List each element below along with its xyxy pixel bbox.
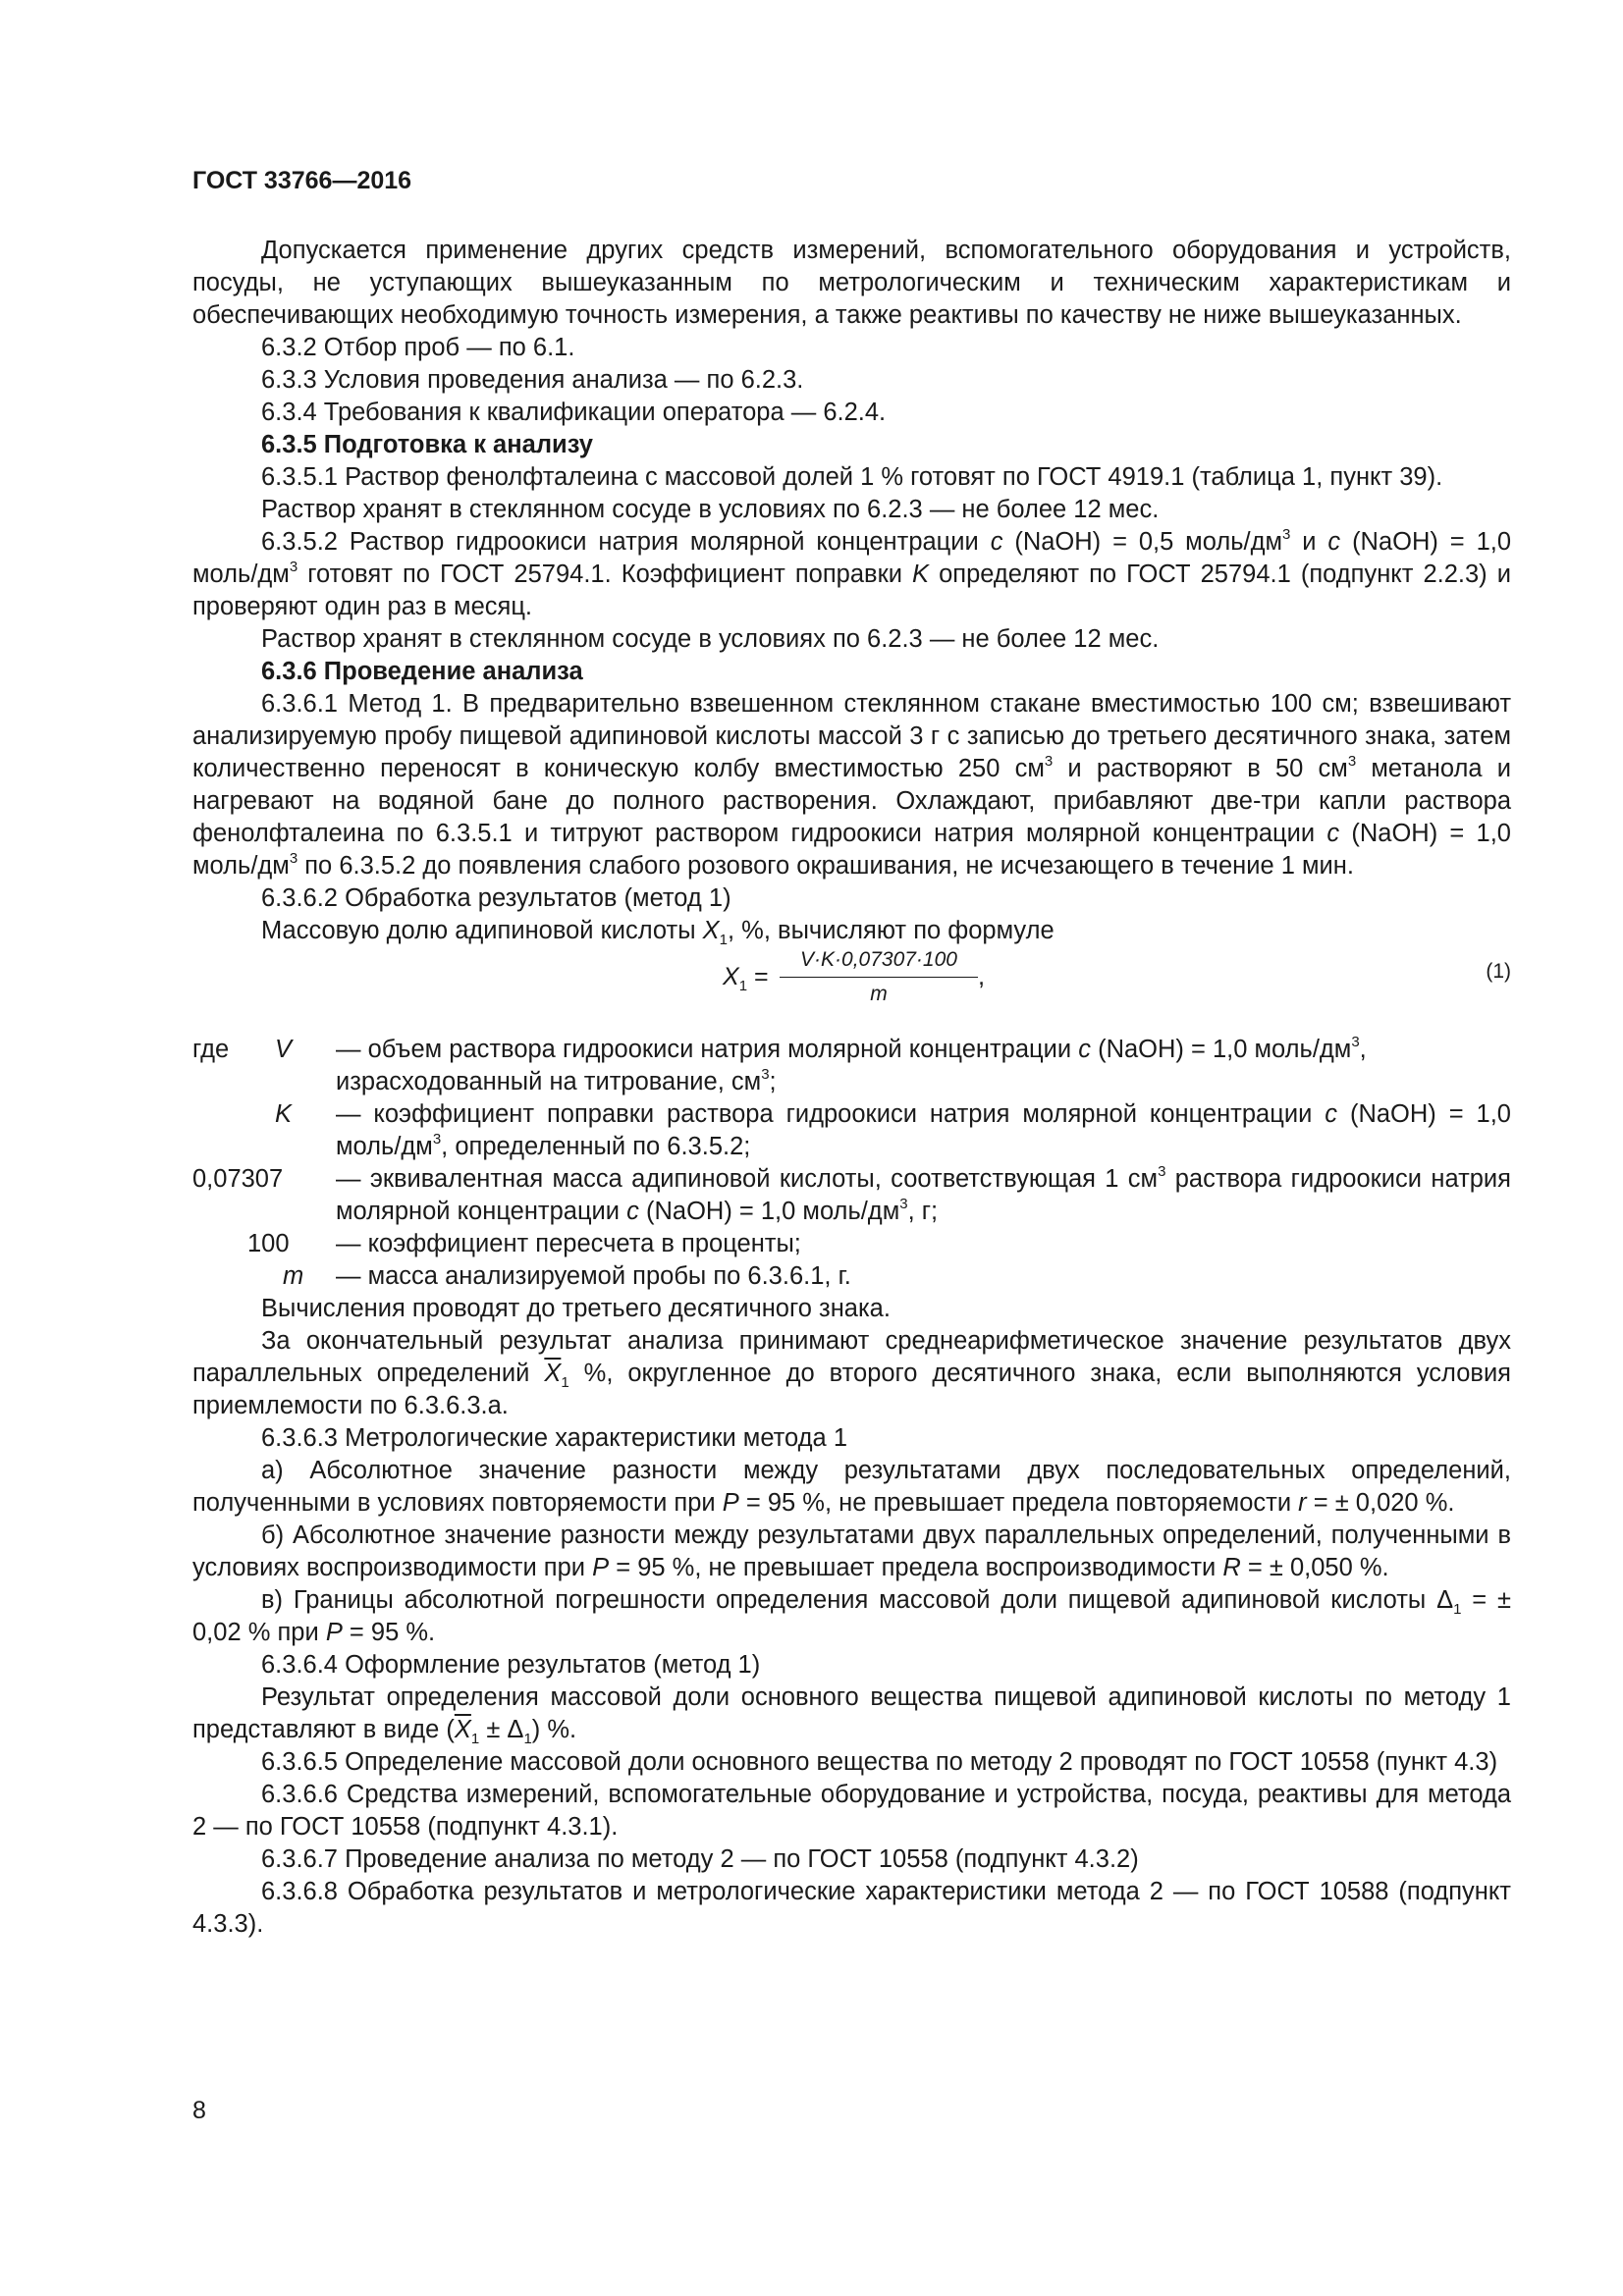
section-6-3-6-3: 6.3.6.3 Метрологические характеристики метода 1 bbox=[261, 1424, 848, 1452]
storage-note-2: Раствор хранят в стеклянном сосуде в условиях по 6.2.3 — не более 12 мес. bbox=[261, 625, 1160, 653]
section-6-3-4: 6.3.4 Требования к квалификации оператора — 6.2.4. bbox=[261, 399, 887, 426]
document-header: ГОСТ 33766—2016 bbox=[192, 167, 412, 194]
metrology-a: а) Абсолютное значение разности между результатами двух последовательных определений, полученными в условиях повторяемости при P = 95 %, не превышает предела повторяемости r = ± 0,020 %. bbox=[192, 1457, 1511, 1517]
section-6-3-6-2: 6.3.6.2 Обработка результатов (метод 1) bbox=[261, 884, 731, 912]
section-6-3-5-2: 6.3.5.2 Раствор гидроокиси натрия молярной концентрации c (NaOH) = 0,5 моль/$дм^3$ и c (NaOH) = 1,0 моль/$дм^3$ готовят по ГОСТ 25794.1. Коэффициент поправки K определяют по ГОСТ 25794.1 (подпункт 2.2.3) и проверяют один раз в месяц. bbox=[192, 525, 1512, 620]
result-format: Результат определения массовой доли основного вещества пищевой адипиновой кислоты по методу 1 представляют в виде $(\overline{X}_1 \pm \Delta_1)$ %. bbox=[192, 1683, 1511, 1748]
document-body bbox=[192, 235, 1511, 1941]
final-result: За окончательный результат анализа принимают среднеарифметическое значение результатов двух параллельных определений $\overline{X}_1$ %, округленное до второго десятичного знака, если выполняются условия приемлемости по 6.3.6.3.а. bbox=[192, 1327, 1511, 1419]
section-6-3-6-4: 6.3.6.4 Оформление результатов (метод 1) bbox=[261, 1651, 761, 1679]
section-6-3-2: 6.3.2 Отбор проб — по 6.1. bbox=[261, 334, 575, 361]
section-6-3-3: 6.3.3 Условия проведения анализа — по 6.2.3. bbox=[261, 366, 804, 394]
definition-100: 100 — коэффициент пересчета в проценты; bbox=[247, 1230, 801, 1257]
section-6-3-6-7: 6.3.6.7 Проведение анализа по методу 2 — по ГОСТ 10558 (подпункт 4.3.2) bbox=[261, 1845, 1139, 1873]
definition-v: где V — объем раствора гидроокиси натрия молярной концентрации c (NaOH) = 1,0 моль/$дм^3$, израсходованный на титрование, $см^3$; bbox=[192, 1033, 1367, 1095]
formula-fraction bbox=[780, 947, 978, 1007]
metrology-v: в) Границы абсолютной погрешности определения массовой доли пищевой адипиновой кислоты $\Delta_1$ = ± 0,02 % при P = 95 %. bbox=[192, 1586, 1511, 1646]
formula-1: $X_1$ = $\frac{V\cdot K\cdot 0,07307\cdot 100}{m}$ , (1) bbox=[723, 948, 1511, 1005]
metrology-b: б) Абсолютное значение разности между результатами двух параллельных определений, полученными в условиях воспроизводимости при P = 95 %, не превышает предела воспроизводимости R = ± 0,050 %. bbox=[192, 1522, 1511, 1581]
formula-number: (1) bbox=[1486, 960, 1511, 983]
definition-m: m — масса анализируемой пробы по 6.3.6.1, г. bbox=[283, 1262, 851, 1290]
paragraph-intro: Допускается применение других средств измерений, вспомогательного оборудования и устройств, посуды, не уступающих вышеуказанным по метрологическим и техническим характеристикам и обеспечивающих необходимую точность измерения, а также реактивы по качеству не ниже вышеуказанных. bbox=[192, 237, 1511, 329]
definition-k: K — коэффициент поправки раствора гидроокиси натрия молярной концентрации c (NaOH) = 1,0 моль/$дм^3$, определенный по 6.3.5.2; bbox=[275, 1100, 1511, 1160]
section-6-3-6-8: 6.3.6.8 Обработка результатов и метрологические характеристики метода 2 — по ГОСТ 10588 (подпункт 4.3.3). bbox=[192, 1878, 1511, 1938]
formula-lhs: $X_1$ = bbox=[723, 963, 769, 994]
storage-note-1: Раствор хранят в стеклянном сосуде в условиях по 6.2.3 — не более 12 мес. bbox=[261, 496, 1160, 523]
section-6-3-6-6: 6.3.6.6 Средства измерений, вспомогательные оборудование и устройства, посуда, реактивы для метода 2 — по ГОСТ 10558 (подпункт 4.3.1). bbox=[192, 1781, 1511, 1841]
calc-precision: Вычисления проводят до третьего десятичного знака. bbox=[261, 1295, 891, 1322]
section-6-3-5-heading: 6.3.5 Подготовка к анализу bbox=[261, 431, 593, 458]
formula-denominator: m bbox=[870, 983, 888, 1005]
formula-intro: Массовую долю адипиновой кислоты $X_1$, %, вычисляют по формуле bbox=[261, 917, 1055, 949]
page-number: 8 bbox=[192, 2097, 206, 2124]
section-6-3-5-1: 6.3.5.1 Раствор фенолфталеина с массовой долей 1 % готовят по ГОСТ 4919.1 (таблица 1, пункт 39). bbox=[261, 463, 1443, 491]
section-6-3-6-5: 6.3.6.5 Определение массовой доли основного вещества по методу 2 проводят по ГОСТ 10558 (пункт 4.3) bbox=[261, 1748, 1498, 1776]
section-6-3-6-heading: 6.3.6 Проведение анализа bbox=[261, 658, 583, 685]
definition-0-07307: 0,07307 — эквивалентная масса адипиновой кислоты, соответствующая 1 $см^3$ раствора гидроокиси натрия молярной концентрации c (NaOH) = 1,0 моль/$дм^3$, г; bbox=[192, 1162, 1511, 1225]
formula-numerator: V·K·0,07307·100 bbox=[780, 947, 978, 978]
section-6-3-6-1: 6.3.6.1 Метод 1. В предварительно взвешенном стеклянном стакане вместимостью 100 см; взвешивают анализируемую пробу пищевой адипиновой кислоты массой 3 г с записью до третьего десятичного знака, затем количественно переносят в коническую колбу вместимостью 250 $см^3$ и растворяют в 50 $см^3$ метанола и нагревают на водяной бане до полного растворения. Охлаждают, прибавляют две-три капли раствора фенолфталеина по 6.3.5.1 и титруют раствором гидроокиси натрия молярной концентрации c (NaOH) = 1,0 моль/$дм^3$ по 6.3.5.2 до появления слабого розового окрашивания, не исчезающего в течение 1 мин. bbox=[192, 690, 1512, 880]
